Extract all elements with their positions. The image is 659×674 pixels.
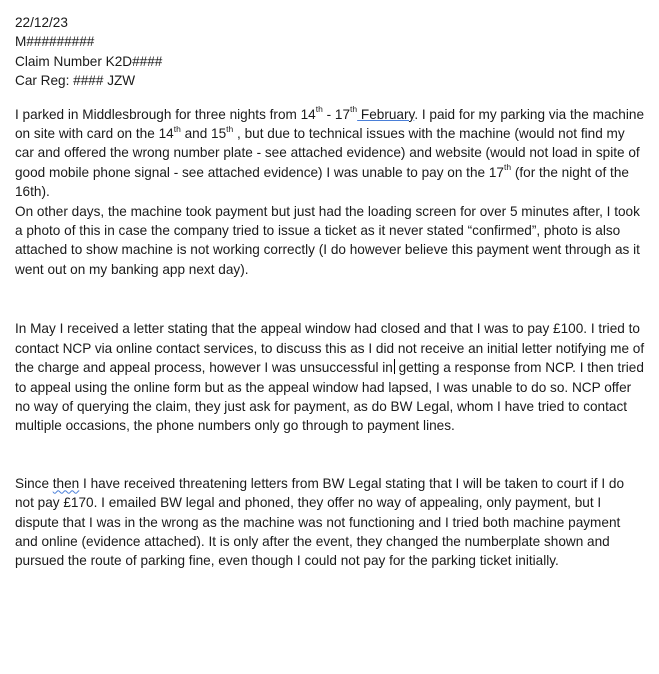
claim-number: Claim Number K2D#### — [15, 53, 163, 69]
paragraph-machine-issues[interactable]: On other days, the machine took payment but just had the loading screen for over 5 minutes after, I took a photo of this in case the company tried to issue a ticket as it never stated “confirmed”, photo is also attached to show machine is not working correctly (I do however believe this payment went through as it went out on my banking app next day). — [15, 203, 640, 277]
paragraph-bw-legal[interactable]: Since then I have received threatening letters from BW Legal stating that I will be taken to court if I do not pay £170. I emailed BW legal and phoned, they offer no way of appealing, only payment, but I dispute that I was in the wrong as the machine was not functioning and I tried both machine payment and online (evidence attached). It is only after the event, they changed the numberplate shown and pursued the route of parking fine, even though I could not pay for the parking ticket initially. — [15, 475, 625, 569]
superscript-th: th — [315, 104, 323, 115]
sender-name: M######### — [15, 34, 95, 50]
document-page — [15, 13, 645, 571]
car-registration: Car Reg: #### JZW — [15, 73, 136, 89]
letter-date: 22/12/23 — [15, 15, 68, 30]
spellcheck-mark: February — [357, 106, 415, 122]
grammar-check-mark: then — [52, 475, 80, 491]
paragraph-appeal-window[interactable]: In May I received a letter stating that the appeal window had closed and that I was to pay £100. I tried to contact NCP via online contact services, to discuss this as I did not receive an initial letter notifying me of the charge and appeal process, however I was unsuccessful in getting a response from NCP. I then tried to appeal using the online form but as the appeal window had lapsed, I was unable to do so. NCP offer no way of querying the claim, they just ask for payment, as do BW Legal, whom I have tried to contact multiple occasions, the phone numbers only go through to payment lines. — [15, 321, 645, 434]
paragraph-parking-details[interactable]: I parked in Middlesbrough for three nights from 14th - 17th February. I paid for my parking via the machine on site with card on the 14th and 15th , but due to technical issues with the machine (would not find my car and offered the wrong number plate - see attached evidence) and website (would not load in spite of good mobile phone signal - see attached evidence) I was unable to pay on the 17th (for the night of the 16th). — [15, 104, 645, 200]
